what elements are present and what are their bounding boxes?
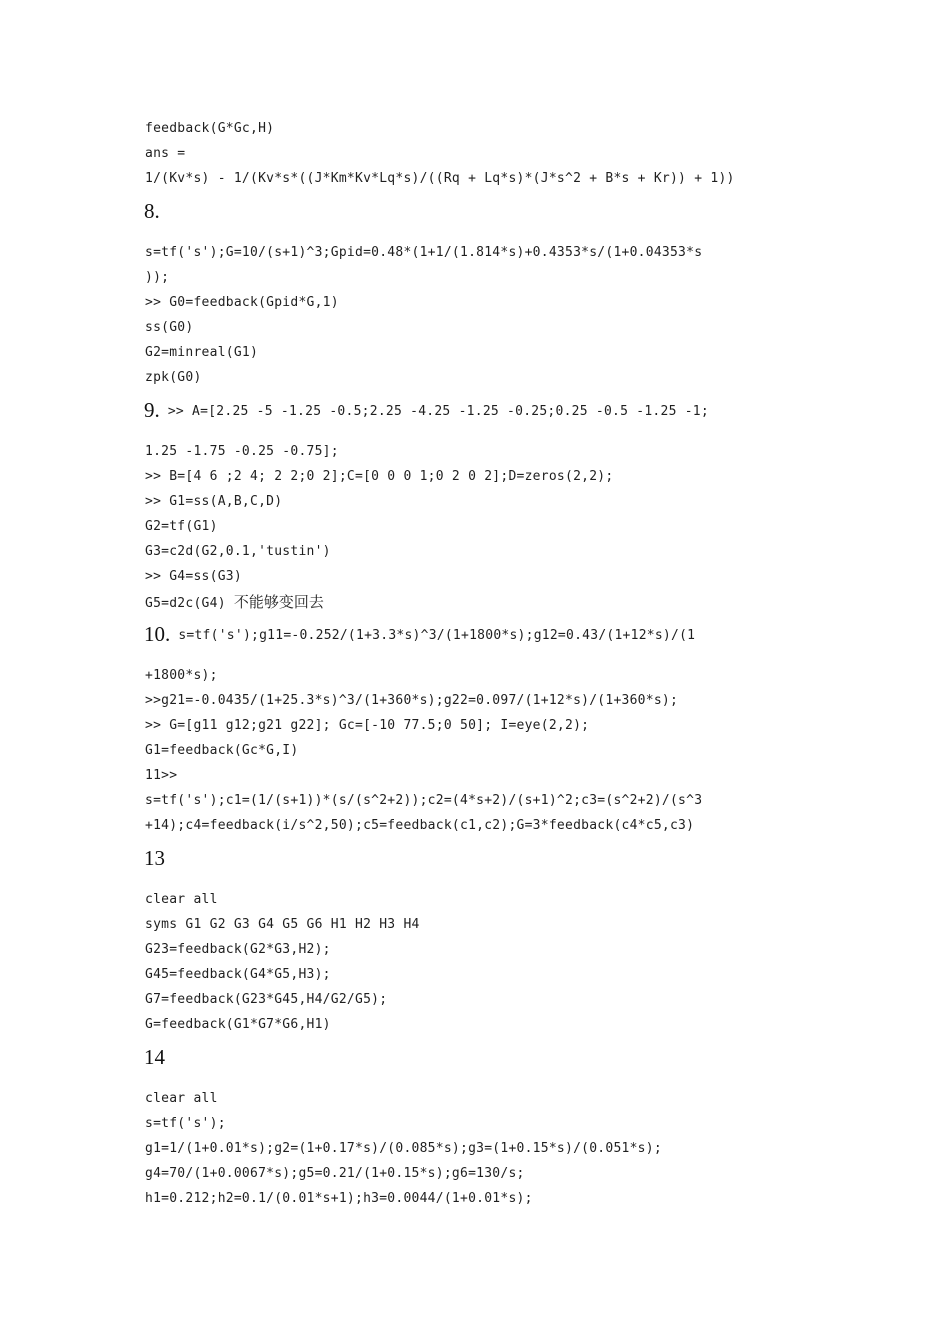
code-line: >> B=[4 6 ;2 4; 2 2;0 2];C=[0 0 0 1;0 2 0 2];D=zeros(2,2); [145, 469, 614, 484]
code-line: G2=tf(G1) [145, 519, 218, 534]
code-line: syms G1 G2 G3 G4 G5 G6 H1 H2 H3 H4 [145, 917, 420, 932]
code-line: >>g21=-0.0435/(1+25.3*s)^3/(1+360*s);g22=0.097/(1+12*s)/(1+360*s); [145, 693, 679, 708]
code-line: ans = [145, 146, 186, 161]
code-line: ss(G0) [145, 320, 194, 335]
section-heading-9 [144, 398, 709, 424]
code-line: >> G4=ss(G3) [145, 569, 242, 584]
code-line: +14);c4=feedback(i/s^2,50);c5=feedback(c1,c2);G=3*feedback(c4*c5,c3) [145, 818, 695, 833]
code-line: >> G1=ss(A,B,C,D) [145, 494, 283, 509]
code-line: G3=c2d(G2,0.1,'tustin') [145, 544, 331, 559]
code-line: feedback(G*Gc,H) [145, 121, 275, 136]
code-line: G23=feedback(G2*G3,H2); [145, 942, 331, 957]
code-line: h1=0.212;h2=0.1/(0.01*s+1);h3=0.0044/(1+0.01*s); [145, 1191, 533, 1206]
section-number: 10. [144, 622, 171, 646]
code-line: 11>> [145, 768, 178, 783]
code-inline: s=tf('s');g11=-0.252/(1+3.3*s)^3/(1+1800*s);g12=0.43/(1+12*s)/(1 [170, 628, 696, 643]
code-line: >> G0=feedback(Gpid*G,1) [145, 295, 339, 310]
section-number: 9. [144, 398, 160, 422]
code-line: G2=minreal(G1) [145, 345, 259, 360]
code-line: g4=70/(1+0.0067*s);g5=0.21/(1+0.15*s);g6=130/s; [145, 1166, 525, 1181]
code-line: 1/(Kv*s) - 1/(Kv*s*((J*Km*Kv*Lq*s)/((Rq + Lq*s)*(J*s^2 + B*s + Kr)) + 1)) [145, 171, 735, 186]
section-heading-13: 13 [144, 846, 165, 870]
code-line: clear all [145, 1091, 218, 1106]
section-heading-10 [144, 622, 695, 648]
code-line: G45=feedback(G4*G5,H3); [145, 967, 331, 982]
chinese-note: 不能够变回去 [233, 593, 324, 611]
code-line: s=tf('s');c1=(1/(s+1))*(s/(s^2+2));c2=(4*s+2)/(s+1)^2;c3=(s^2+2)/(s^3 [145, 793, 703, 808]
code-line: g1=1/(1+0.01*s);g2=(1+0.17*s)/(0.085*s);g3=(1+0.15*s)/(0.051*s); [145, 1141, 662, 1156]
code-line [145, 594, 845, 612]
code-inline: >> A=[2.25 -5 -1.25 -0.5;2.25 -4.25 -1.25 -0.25;0.25 -0.5 -1.25 -1; [159, 404, 709, 419]
code-line: clear all [145, 892, 218, 907]
code-line: >> G=[g11 g12;g21 g22]; Gc=[-10 77.5;0 50]; I=eye(2,2); [145, 718, 590, 733]
section-heading-14: 14 [144, 1045, 165, 1069]
code-text: G5=d2c(G4) [145, 596, 234, 611]
code-line: s=tf('s');G=10/(s+1)^3;Gpid=0.48*(1+1/(1.814*s)+0.4353*s/(1+0.04353*s [145, 245, 703, 260]
code-line: G7=feedback(G23*G45,H4/G2/G5); [145, 992, 388, 1007]
code-line: 1.25 -1.75 -0.25 -0.75]; [145, 444, 339, 459]
code-line: zpk(G0) [145, 370, 202, 385]
code-line: +1800*s); [145, 668, 218, 683]
code-line: )); [145, 270, 170, 285]
code-line: s=tf('s'); [145, 1116, 226, 1131]
section-heading-8: 8. [144, 199, 160, 223]
code-line: G1=feedback(Gc*G,I) [145, 743, 299, 758]
code-line: G=feedback(G1*G7*G6,H1) [145, 1017, 331, 1032]
